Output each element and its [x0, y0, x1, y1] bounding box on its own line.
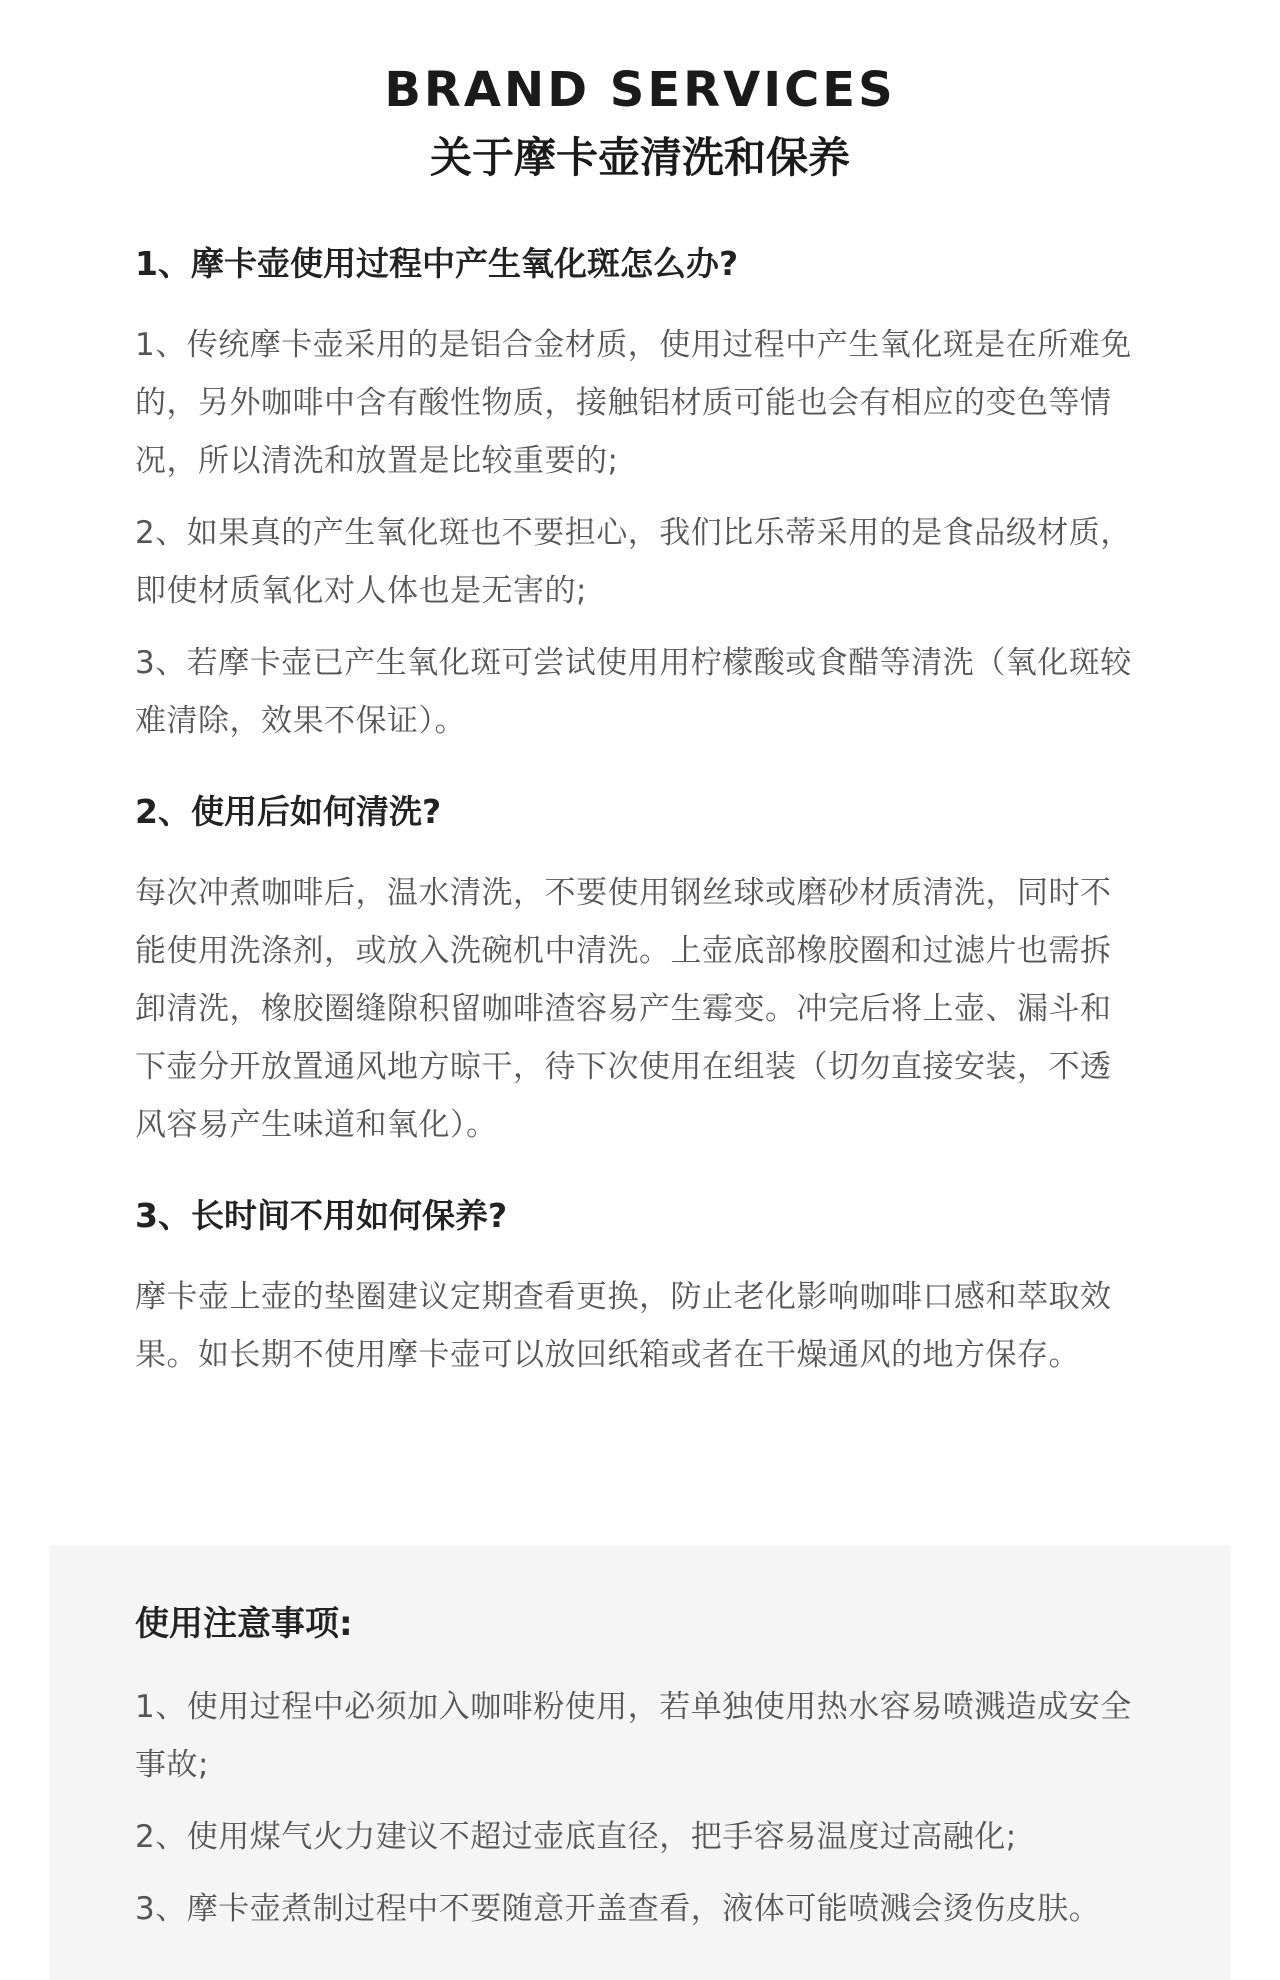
faq-section-maintenance	[135, 1192, 1135, 1384]
section-heading: 2、使用后如何清洗?	[135, 792, 442, 831]
faq-section-oxidation	[135, 240, 1135, 750]
section-paragraph: 2、如果真的产生氧化斑也不要担心，我们比乐蒂采用的是食品级材质，即使材质氧化对人体也是无害的;	[135, 515, 1132, 609]
faq-content	[135, 240, 1135, 1422]
usage-notice-content	[135, 1600, 1135, 1952]
section-paragraph: 每次冲煮咖啡后，温水清洗，不要使用钢丝球或磨砂材质清洗，同时不能使用洗涤剂，或放入洗碗机中清洗。上壶底部橡胶圈和过滤片也需拆卸清洗，橡胶圈缝隙积留咖啡渣容易产生霉变。冲完后将上壶、漏斗和下壶分开放置通风地方晾干，待下次使用在组装（切勿直接安装，不透风容易产生味道和氧化）。	[135, 875, 1112, 1143]
section-heading: 1、摩卡壶使用过程中产生氧化斑怎么办?	[135, 244, 739, 283]
page-subtitle: 关于摩卡壶清洗和保养	[429, 133, 850, 182]
faq-section-cleaning	[135, 788, 1135, 1154]
brand-title: BRAND SERVICES	[384, 62, 896, 118]
notice-heading: 使用注意事项:	[135, 1604, 353, 1644]
section-heading: 3、长时间不用如何保养?	[135, 1196, 508, 1235]
page-header	[0, 62, 1280, 188]
section-paragraph: 3、若摩卡壶已产生氧化斑可尝试使用用柠檬酸或食醋等清洗（氧化斑较难清除，效果不保证）。	[135, 645, 1132, 739]
notice-item: 3、摩卡壶煮制过程中不要随意开盖查看，液体可能喷溅会烫伤皮肤。	[135, 1891, 1101, 1927]
usage-notice-box	[50, 1545, 1230, 1980]
notice-item: 2、使用煤气火力建议不超过壶底直径，把手容易温度过高融化;	[135, 1819, 1017, 1855]
section-paragraph: 摩卡壶上壶的垫圈建议定期查看更换，防止老化影响咖啡口感和萃取效果。如长期不使用摩卡壶可以放回纸箱或者在干燥通风的地方保存。	[135, 1279, 1112, 1373]
section-paragraph: 1、传统摩卡壶采用的是铝合金材质，使用过程中产生氧化斑是在所难免的，另外咖啡中含有酸性物质，接触铝材质可能也会有相应的变色等情况，所以清洗和放置是比较重要的;	[135, 327, 1132, 479]
notice-item: 1、使用过程中必须加入咖啡粉使用，若单独使用热水容易喷溅造成安全事故;	[135, 1689, 1132, 1783]
